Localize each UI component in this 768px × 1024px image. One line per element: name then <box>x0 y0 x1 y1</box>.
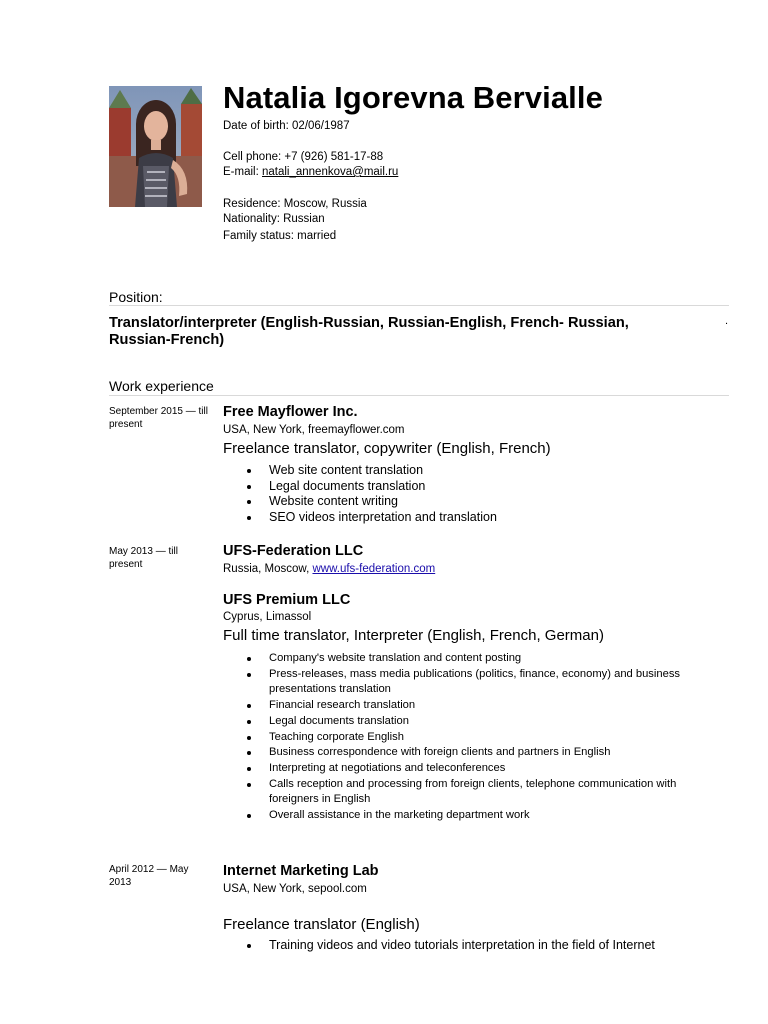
candidate-name: Natalia Igorevna Bervialle <box>223 80 603 115</box>
duties-list <box>243 463 713 526</box>
email-link[interactable]: natali_annenkova@mail.ru <box>261 166 399 178</box>
position-heading: Position: <box>109 289 163 305</box>
company-location: USA, New York, sepool.com <box>223 883 367 895</box>
residence: Residence: Moscow, Russia <box>223 198 367 210</box>
duties-list <box>243 651 713 824</box>
company-name: UFS-Federation LLC <box>223 543 364 559</box>
list-item: Interpreting at negotiations and teleconferences <box>243 761 713 777</box>
list-item: Legal documents translation <box>243 479 713 495</box>
duties-list <box>243 938 713 954</box>
job-date: September 2015 — till present <box>109 406 208 430</box>
company-name: UFS Premium LLC <box>223 592 351 608</box>
list-item: Legal documents translation <box>243 714 713 730</box>
company-location <box>223 563 435 575</box>
position-title: Translator/interpreter (English-Russian, Russian-English, French- Russian, Russian-French) <box>109 315 629 348</box>
job-role: Full time translator, Interpreter (English, French, German) <box>223 627 604 644</box>
date-of-birth: Date of birth: 02/06/1987 <box>223 120 350 132</box>
list-item: Business correspondence with foreign clients and partners in English <box>243 745 713 761</box>
divider <box>109 305 729 306</box>
company-name: Internet Marketing Lab <box>223 863 379 879</box>
nationality: Nationality: Russian <box>223 213 325 225</box>
work-experience-heading: Work experience <box>109 378 214 394</box>
company-website-link[interactable]: www.ufs-federation.com <box>312 563 436 575</box>
company-location: USA, New York, freemayflower.com <box>223 424 405 436</box>
email-label: E-mail: <box>223 166 262 178</box>
family-status: Family status: married <box>223 230 337 242</box>
job-date: April 2012 — May 2013 <box>109 864 189 888</box>
job-role: Freelance translator, copywriter (English, French) <box>223 440 551 457</box>
email-line <box>223 166 398 178</box>
company-location: Cyprus, Limassol <box>223 611 312 623</box>
profile-photo <box>109 86 202 207</box>
list-item: SEO videos interpretation and translation <box>243 510 713 526</box>
list-item: Website content writing <box>243 494 713 510</box>
list-item: Press-releases, mass media publications (politics, finance, economy) and business presentations translation <box>243 667 713 698</box>
job-role: Freelance translator (English) <box>223 916 420 933</box>
list-item: Teaching corporate English <box>243 730 713 746</box>
stray-mark: . <box>725 315 729 327</box>
job-date: May 2013 — till present <box>109 546 178 570</box>
company-name: Free Mayflower Inc. <box>223 404 358 420</box>
list-item: Company's website translation and content posting <box>243 651 713 667</box>
list-item: Training videos and video tutorials interpretation in the field of Internet <box>243 938 713 954</box>
list-item: Calls reception and processing from foreign clients, telephone communication with foreigners in English <box>243 777 713 808</box>
list-item: Web site content translation <box>243 463 713 479</box>
list-item: Overall assistance in the marketing department work <box>243 808 713 824</box>
cell-phone: Cell phone: +7 (926) 581-17-88 <box>223 151 384 163</box>
divider <box>109 395 729 396</box>
location-prefix: Russia, Moscow, <box>223 563 313 575</box>
list-item: Financial research translation <box>243 698 713 714</box>
